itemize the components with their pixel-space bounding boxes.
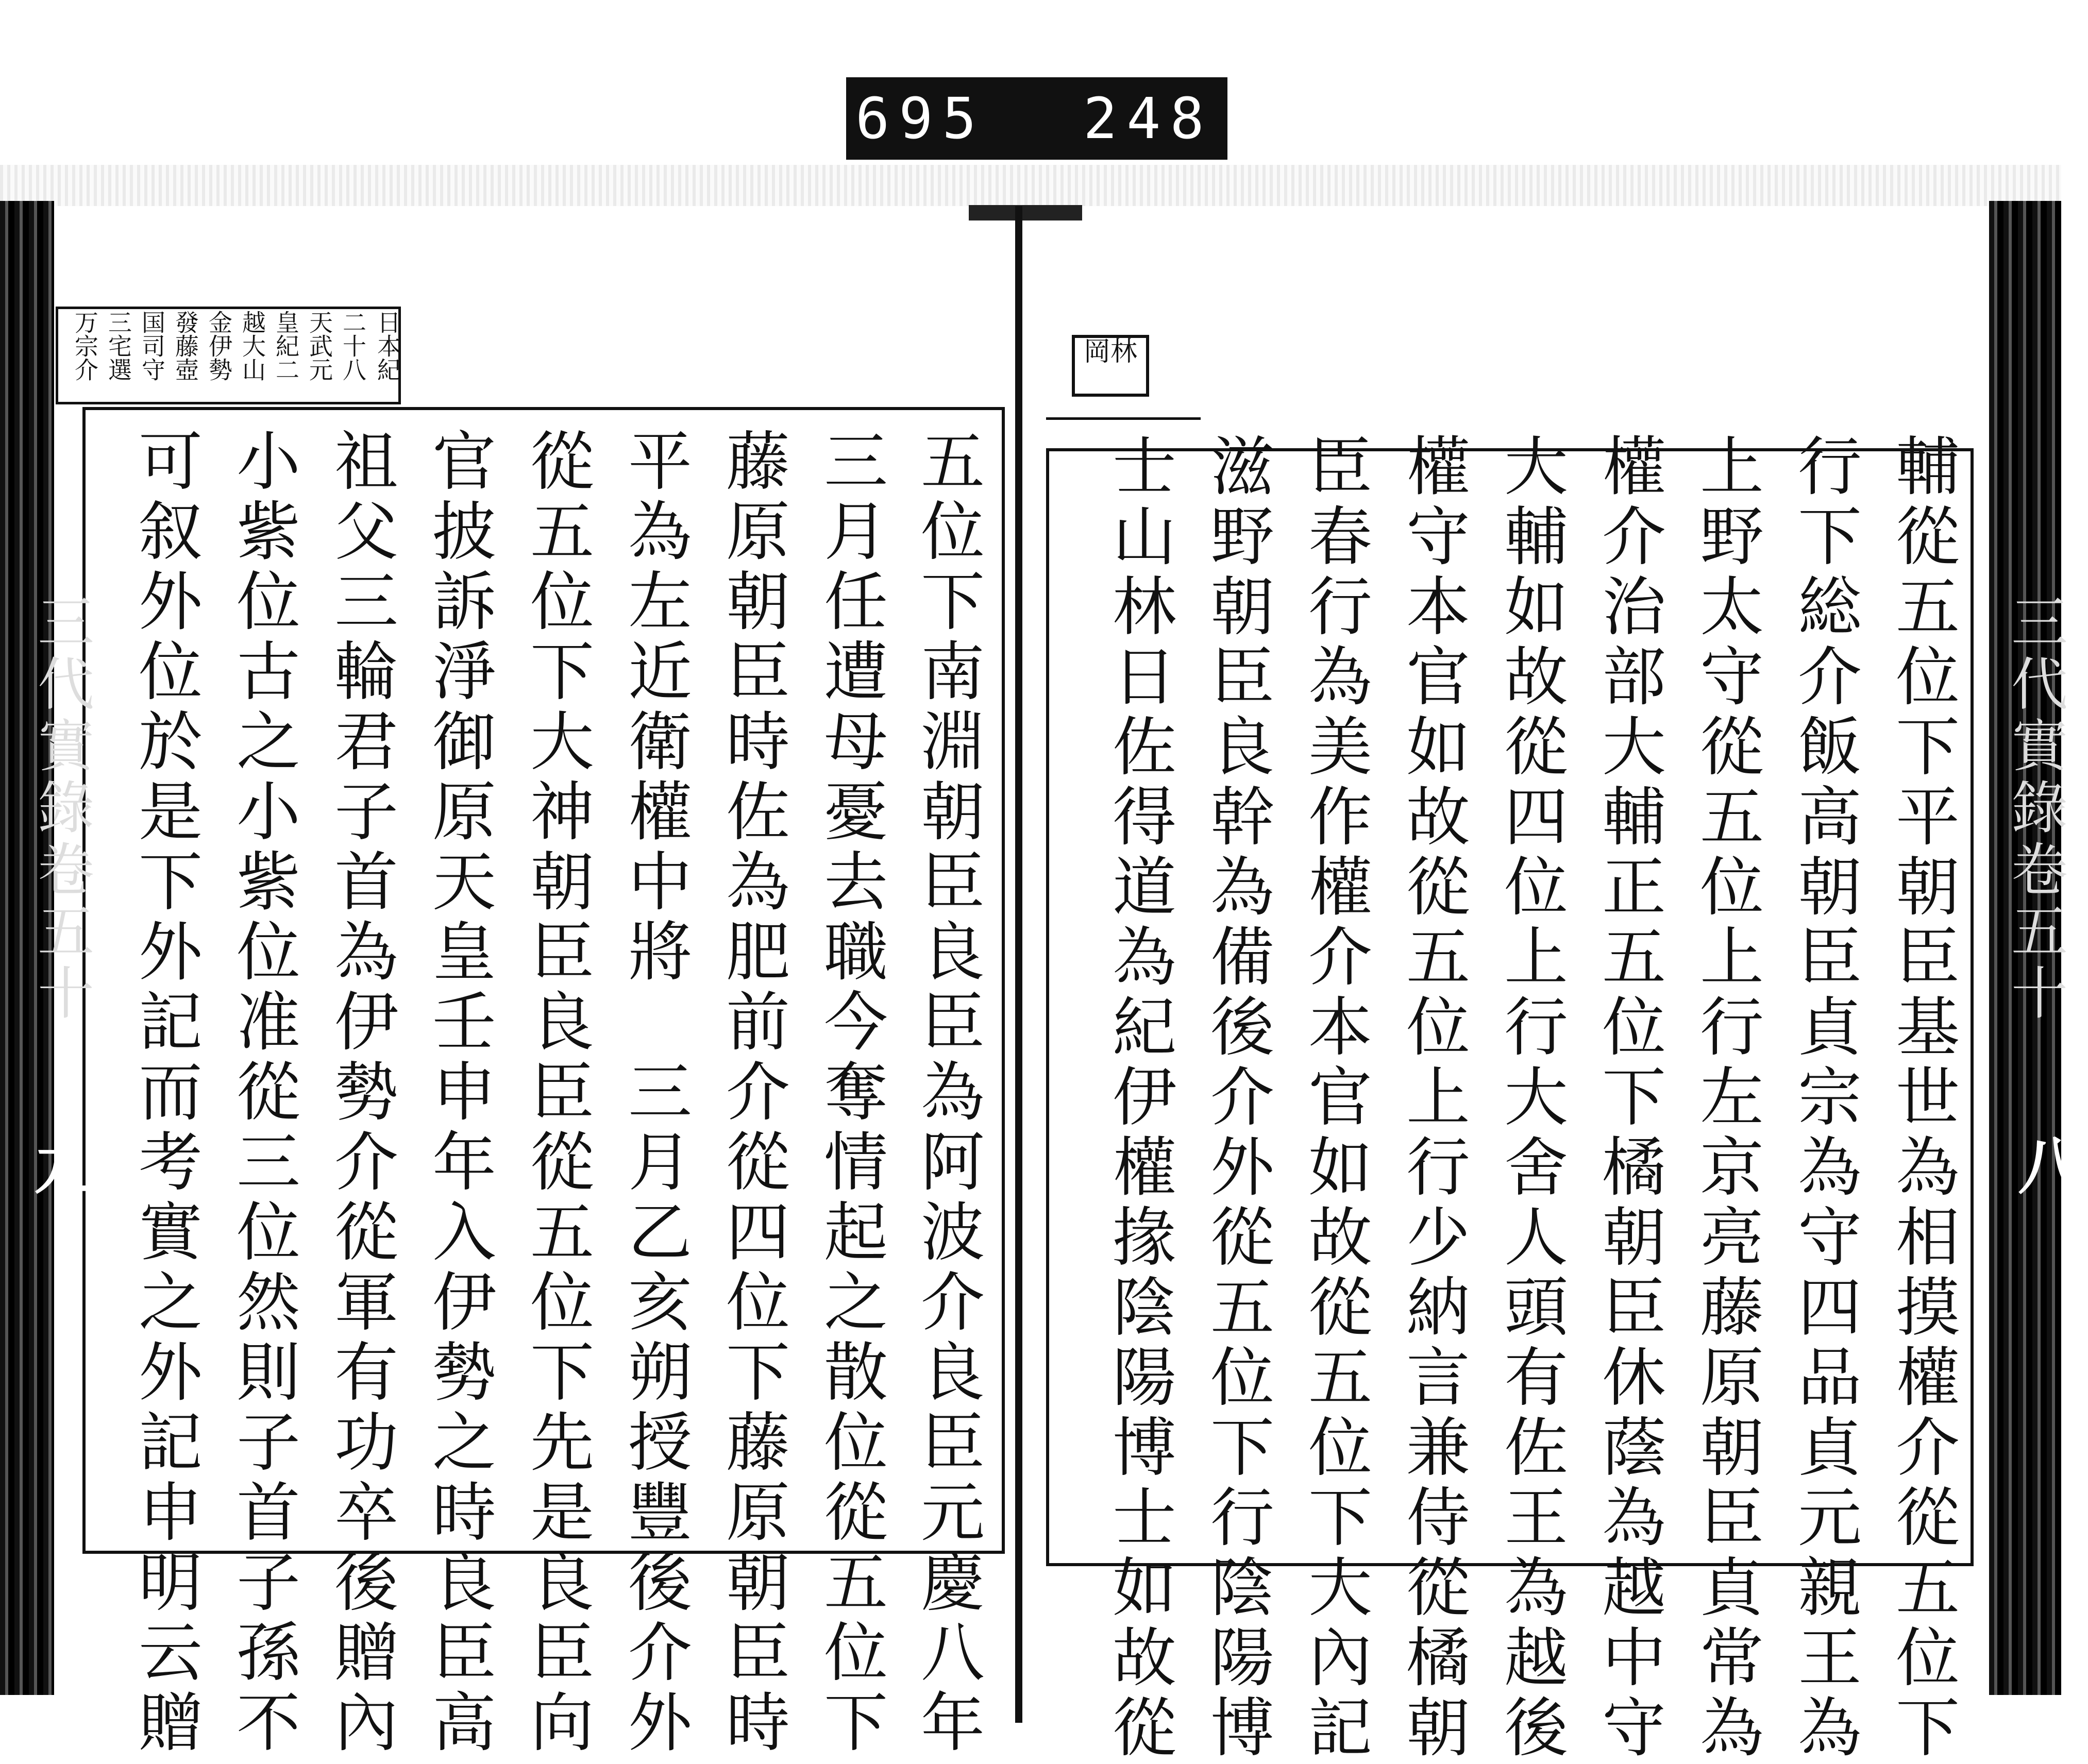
- text-column: 小紫位古之小紫位准從三位然則子首子孫不: [226, 428, 300, 1759]
- header-column: 日本紀: [374, 310, 401, 381]
- text-column: 滋野朝臣良幹為備後介外從五位下行陰陽博: [1200, 433, 1274, 1764]
- header-column: 皇紀二: [272, 310, 300, 381]
- header-rule: [1046, 417, 1201, 420]
- owner-seal-stamp: 岡林: [1072, 335, 1149, 397]
- left-side-title: 三代實錄卷五十: [28, 592, 94, 1025]
- header-column: 金伊勢: [205, 310, 233, 381]
- right-folio-number: 八: [2008, 1133, 2080, 1195]
- text-column: 從五位下大神朝臣良臣從五位下先是良臣向: [519, 428, 594, 1759]
- spine-top: [969, 205, 1082, 220]
- right-side-title: 三代實錄卷五十: [2002, 592, 2068, 1025]
- text-column: 權守本官如故從五位上行少納言兼侍從橘朝: [1395, 433, 1470, 1764]
- frame-number: 248: [1083, 86, 1214, 151]
- text-column: 權介治部大輔正五位下橘朝臣休蔭為越中守: [1591, 433, 1665, 1764]
- header-column: 万宗介: [71, 310, 99, 381]
- header-column: 三宅選: [105, 310, 132, 381]
- text-column: 大輔如故從四位上行大舍人頭有佐王為越後: [1493, 433, 1568, 1764]
- left-folio-number: 九: [24, 1133, 96, 1195]
- text-column: 士山林日佐得道為紀伊權掾陰陽博士如故從: [1102, 433, 1176, 1764]
- text-column: 五位下南淵朝臣良臣為阿波介良臣元慶八年: [910, 428, 984, 1759]
- reel-number: 695: [855, 86, 986, 151]
- text-column: 輔從五位下平朝臣基世為相摸權介從五位下: [1885, 433, 1959, 1764]
- text-column: 上野太守從五位上行左京亮藤原朝臣貞常為: [1689, 433, 1763, 1764]
- header-column: 二十八: [339, 310, 367, 381]
- text-column: 藤原朝臣時佐為肥前介從四位下藤原朝臣時: [715, 428, 789, 1759]
- text-column: 三月任遭母憂去職今奪情起之散位從五位下: [813, 428, 887, 1759]
- header-column: 越大山: [239, 310, 266, 381]
- header-column: 發藤壺: [172, 310, 199, 381]
- text-column: 行下総介飯高朝臣貞宗為守四品貞元親王為: [1787, 433, 1861, 1764]
- text-column: 臣春行為美作權介本官如故從五位下大內記: [1298, 433, 1372, 1764]
- header-column: 天武元: [306, 310, 333, 381]
- film-label: [846, 77, 1227, 160]
- text-column: 可叙外位於是下外記而考實之外記申明云贈: [128, 428, 202, 1759]
- scan-noise-band: [0, 165, 2061, 206]
- header-column: 国司守: [138, 310, 166, 381]
- text-column: 官披訴淨御原天皇壬申年入伊勢之時良臣高: [422, 428, 496, 1759]
- text-column: 祖父三輪君子首為伊勢介從軍有功卒後贈內: [324, 428, 398, 1759]
- text-column: 平為左近衛權中將 三月乙亥朔授豐後介外: [617, 428, 692, 1759]
- book-spine: [1015, 206, 1022, 1723]
